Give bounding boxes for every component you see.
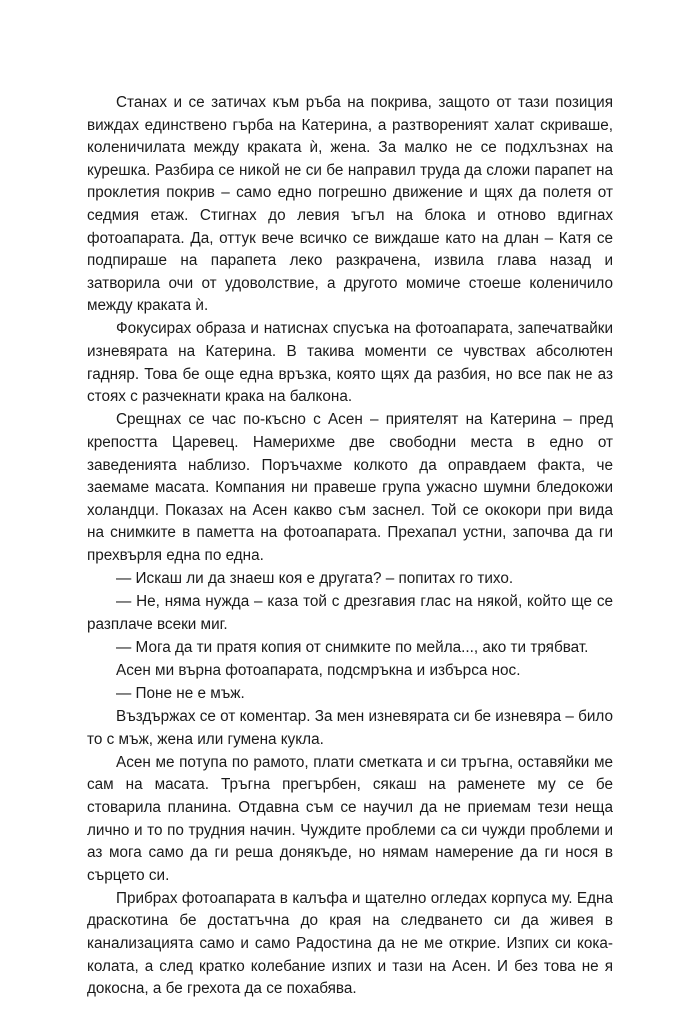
paragraph: Срещнах се час по-късно с Асен – приятелят на Катерина – пред крепостта Царевец. Намерихме две свободни места в едно от заведенията наблизо. Поръчахме колкото да оправдаем факта, че заемаме масата. Компания ни правеше група ужасно шумни бледокожи холандци. Показах на Асен какво съм заснел. Той се ококори при вида на снимките в паметта на фотоапарата. Прехапал устни, започва да ги прехвърля една по една.: [87, 411, 613, 564]
paragraph: Асен ме потупа по рамото, плати сметката и си тръгна, оставяйки ме сам на масата. Тръгна прегърбен, сякаш на раменете му се бе стоварила планина. Отдавна съм се научил да не приемам тези неща лично и то по трудния начин. Чуждите проблеми са си чужди проблеми и аз мога само да ги реша донякъде, но нямам намерение да ги нося в сърцето си.: [87, 753, 613, 884]
book-page: [87, 92, 613, 1001]
paragraph: Прибрах фотоапарата в калъфа и щателно огледах корпуса му. Една драскотина бе достатъчна до края на следването си да живея в канализацията само и само Радостина да не ме открие. Изпих си кока-колата, а след кратко колебание изпих и тази на Асен. И без това не я докосна, а бе грехота да се похабява.: [87, 889, 613, 998]
paragraph: Фокусирах образа и натиснах спусъка на фотоапарата, запечатвайки изневярата на Катерина. В такива моменти се чувствах абсолютен гадняр. Това бе още една връзка, която щях да разбия, но все пак не аз стоях с разчекнати крака на балкона.: [87, 320, 613, 406]
dialogue-line: — Мога да ти пратя копия от снимките по мейла..., ако ти трябват.: [116, 638, 589, 656]
paragraph: Станах и се затичах към ръба на покрива, защото от тази позиция виждах единствено гърба на Катерина, а разтвореният халат скриваше, коленичилата между краката ѝ, жена. За малко не се подхлъзнах на курешка. Разбира се никой не си бе направил труда да сложи парапет на проклетия покрив – само едно погрешно движение и щях да полетя от седмия етаж. Стигнах до левия ъгъл на блока и отново вдигнах фотоапарата. Да, оттук вече всичко се виждаше като на длан – Катя се подпираше на парапета леко разкрачена, извила глава назад и затворила очи от удоволствие, а другото момиче стоеше коленичило между краката ѝ.: [87, 94, 613, 315]
dialogue-line: — Искаш ли да знаеш коя е другата? – попитах го тихо.: [116, 569, 514, 587]
paragraph: Асен ми върна фотоапарата, подсмръкна и избърса нос.: [116, 661, 521, 679]
dialogue-line: — Поне не е мъж.: [116, 684, 245, 702]
dialogue-line: — Не, няма нужда – каза той с дрезгавия глас на някой, който ще се разплаче всеки миг.: [87, 593, 613, 633]
paragraph: Въздържах се от коментар. За мен изневярата си бе изневяра – било то с мъж, жена или гумена кукла.: [87, 708, 613, 748]
